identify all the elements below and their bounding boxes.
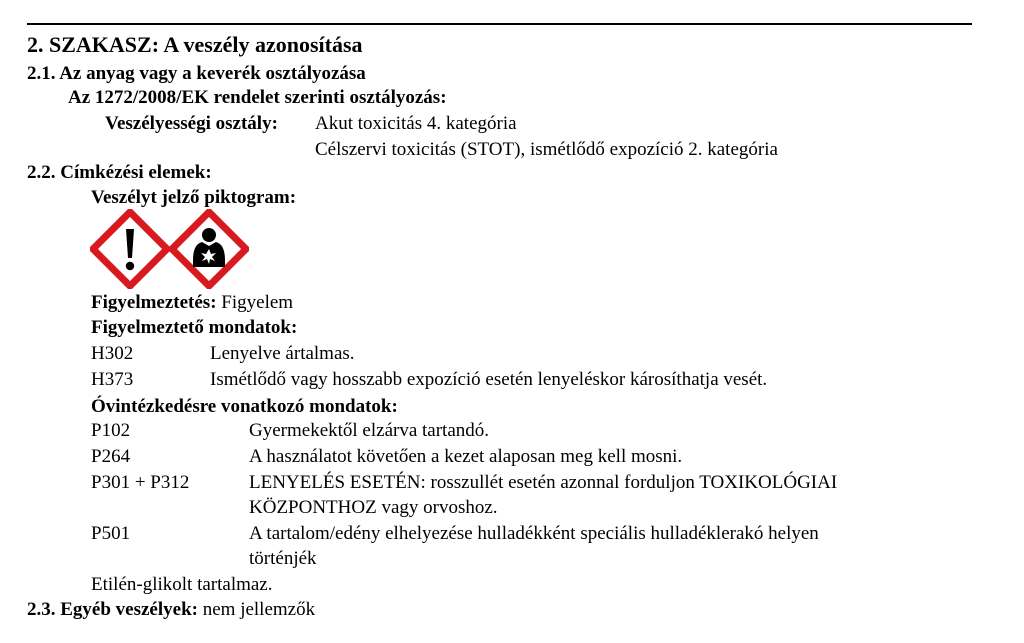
h-statements-heading: Figyelmeztető mondatok: [91,317,298,338]
health-hazard-icon [169,209,249,289]
p-statement-code: P301 + P312 [91,472,190,493]
hazard-class-label: Veszélyességi osztály: [105,113,278,134]
signal-word-label: Figyelmeztetés: [91,292,217,313]
subsection-2-1-heading: 2.1. Az anyag vagy a keverék osztályozása [27,63,366,84]
p-statement-code: P102 [91,420,131,441]
subsection-2-3-label: 2.3. Egyéb veszélyek: [27,599,198,620]
h-statement-code: H302 [91,343,134,364]
h-statement-text: Ismétlődő vagy hosszabb expozíció esetén lenyeléskor károsíthatja vesét. [210,369,768,390]
signal-word-value: Figyelem [221,292,294,313]
p-statement-code: P264 [91,446,131,467]
p-statement-text-cont: történjék [249,548,317,569]
p-statement-text: A használatot követően a kezet alaposan meg kell mosni. [249,446,683,467]
pictogram-heading: Veszélyt jelző piktogram: [91,187,297,208]
regulation-heading: Az 1272/2008/EK rendelet szerinti osztályozás: [68,87,447,108]
p-statement-text: Gyermekektől elzárva tartandó. [249,420,490,441]
p-statement-code: P501 [91,523,131,544]
signal-word-row [91,292,293,314]
subsection-2-2-heading: 2.2. Címkézési elemek: [27,162,212,183]
ingredient-note: Etilén-glikolt tartalmaz. [91,574,273,595]
top-rule [27,23,972,25]
section-title: 2. SZAKASZ: A veszély azonosítása [27,32,363,57]
hazard-class-value-2: Célszervi toxicitás (STOT), ismétlődő expozíció 2. kategória [315,139,778,160]
hazard-class-value-1: Akut toxicitás 4. kategória [315,113,517,134]
subsection-2-3-value: nem jellemzők [202,599,316,620]
h-statement-code: H373 [91,369,134,390]
p-statement-text: A tartalom/edény elhelyezése hulladékként speciális hulladéklerakó helyen [249,523,819,544]
p-statement-text-cont: KÖZPONTHOZ vagy orvoshoz. [249,497,498,518]
p-statement-text: LENYELÉS ESETÉN: rosszullét esetén azonnal forduljon TOXIKOLÓGIAI [249,472,838,493]
p-statements-heading: Óvintézkedésre vonatkozó mondatok: [91,396,398,417]
subsection-2-3-row [27,599,315,621]
exclamation-mark-icon [90,209,170,289]
h-statement-text: Lenyelve ártalmas. [210,343,355,364]
